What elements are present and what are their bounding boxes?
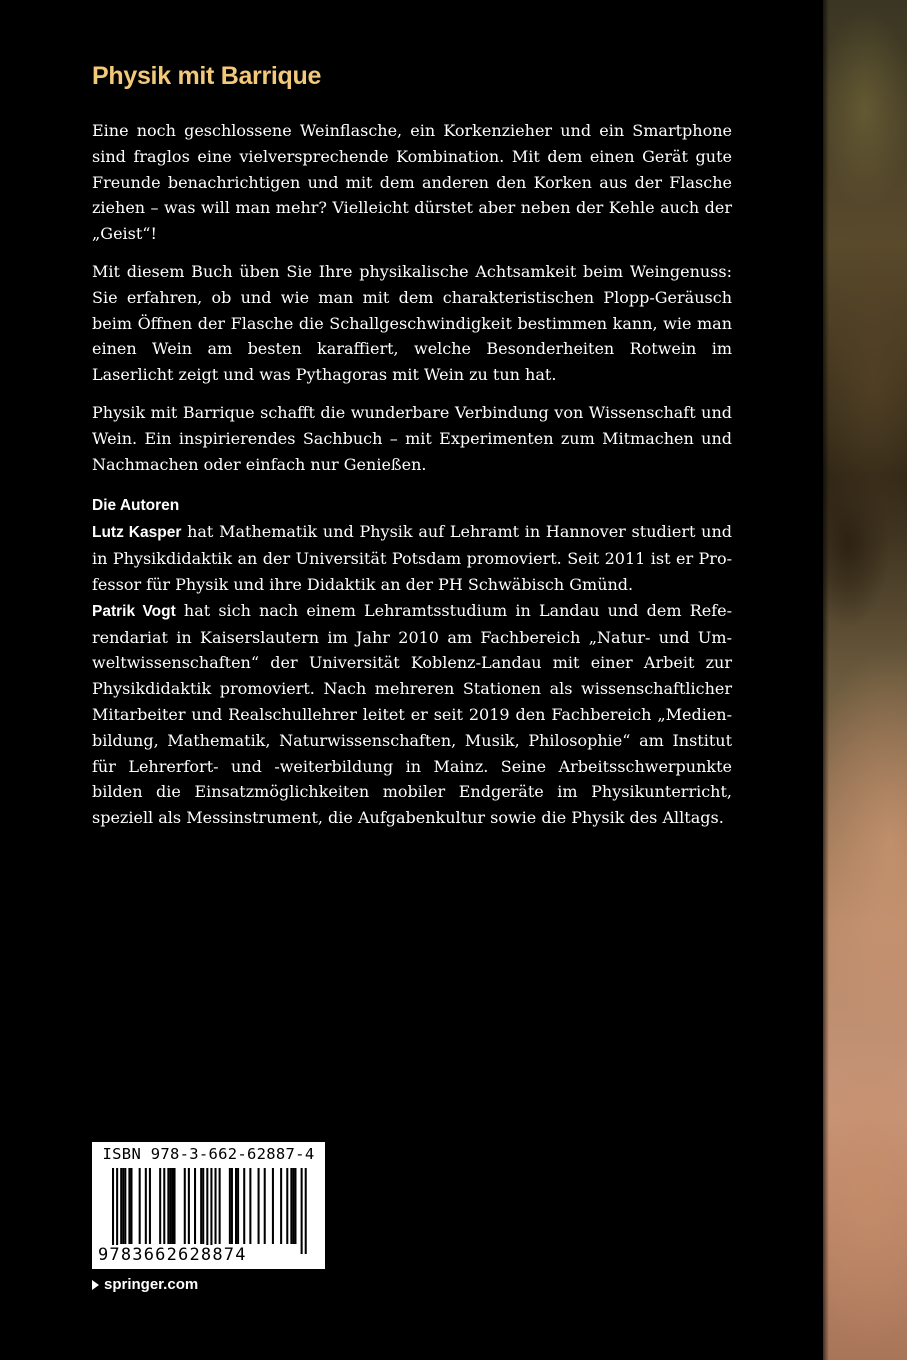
author-bio-vogt [92, 598, 732, 831]
barcode-bar [229, 1168, 231, 1244]
barcode-guard-bar [305, 1168, 307, 1254]
barcode-bar [120, 1168, 122, 1244]
blurb-content [92, 118, 732, 831]
author-bio-text: hat Mathematik und Physik auf Lehramt in Hannover studiert und in Physikdidaktik an der Universität Potsdam promoviert. Seit 2011 ist er Professor für Physik und ihre Didaktik an der PH Schwäbisch Gmünd. [92, 522, 732, 594]
barcode-guard-bar [206, 1168, 208, 1254]
barcode-bar [188, 1168, 190, 1244]
publisher-link[interactable] [92, 1276, 198, 1293]
barcode-bar [237, 1168, 239, 1244]
barcode-bar [249, 1168, 251, 1244]
barcode-bar [231, 1168, 233, 1244]
blurb-paragraph-3: Physik mit Barrique schafft die wunderbare Verbindung von Wissenschaft und Wein. Ein inspirierendes Sachbuch – mit Experimenten zum Mitmachen und Nachmachen oder einfach nur Genießen. [92, 402, 732, 474]
blurb-paragraph-1: Eine noch geschlossene Weinflasche, ein Korkenzieher und ein Smartphone sind fraglos eine vielversprechende Kombination. Mit dem einen Gerät gute Freunde benachrichtigen und mit dem anderen den Korken aus der Flasche ziehen – was will man mehr? Vielleicht dürstet aber neben der Kehle auch der „Geist“! [92, 121, 732, 244]
barcode-bar [243, 1168, 245, 1244]
author-bio-text: hat sich nach einem Lehramtsstudium in Landau und dem Referendariat in Kaiserslautern im Jahr 2010 am Fachbereich „Natur- und Umweltwissenschaften“ der Universität Koblenz-Landau mit einer Arbeit zur Physikdidaktik promoviert. Nach mehreren Stationen als wissenschaftlicher Mitarbeiter und Realschullehrer leitet er seit 2019 den Fachbereich „Medienbildung, Mathematik, Naturwissenschaften, Musik, Philosophie“ am Institut für Lehrerfort- und -weiterbildung in Mainz. Seine Arbeitsschwerpunkte bilden die Einsatzmöglichkeiten mobiler Endgeräte im Physikunterricht, speziell als Messinstrument, die Aufgabenkultur sowie die Physik des Alltags. [92, 600, 733, 828]
barcode-guard-bar [301, 1168, 303, 1254]
barcode-bar [122, 1168, 124, 1244]
barcode-bar [219, 1168, 221, 1244]
barcode-bar [128, 1168, 130, 1244]
barcode-bar [294, 1168, 296, 1244]
barcode-bar [194, 1168, 196, 1244]
author-name: Lutz Kasper [92, 524, 182, 542]
cover-photo-strip [823, 0, 907, 1360]
author-bio-kasper [92, 519, 732, 597]
isbn-barcode [92, 1142, 325, 1269]
barcode-bar [159, 1168, 161, 1244]
barcode-bar [264, 1168, 266, 1244]
barcode-bar [200, 1168, 202, 1244]
barcode-bar [258, 1168, 260, 1244]
barcode-bar [215, 1168, 217, 1244]
barcode-bar [139, 1168, 141, 1244]
arrow-right-icon [92, 1280, 99, 1290]
barcode-bar [174, 1168, 176, 1244]
barcode-bar [163, 1168, 165, 1244]
ean-digits: 9783662628874 [98, 1245, 247, 1265]
blurb-paragraph-2: Mit diesem Buch üben Sie Ihre physikalische Achtsamkeit beim Weingenuss: Sie erfahren, ob und wie man mit dem charakteristischen Plopp-Geräusch beim Öffnen der Flasche die Schallgeschwindigkeit bestimmen kann, wie man einen Wein am besten karaffiert, welche Besonderheiten Rotwein im Laserlicht zeigt und was Pythagoras mit Wein zu tun hat. [92, 261, 732, 385]
barcode-bar [280, 1168, 282, 1244]
barcode-bar [184, 1168, 186, 1244]
barcode-bar [167, 1168, 169, 1244]
barcode-bar [235, 1168, 237, 1244]
barcode-bar [124, 1168, 126, 1244]
barcode-bar [202, 1168, 204, 1244]
barcode-bar [145, 1168, 147, 1244]
barcode-bar [130, 1168, 132, 1244]
publisher-website: springer.com [104, 1276, 199, 1293]
barcode-bar [292, 1168, 294, 1244]
barcode-bar [290, 1168, 292, 1244]
author-name: Patrik Vogt [92, 602, 176, 620]
barcode-bar [171, 1168, 173, 1244]
barcode-bar [272, 1168, 274, 1244]
barcode-guard-bar [116, 1168, 118, 1254]
barcode-bar [149, 1168, 151, 1244]
barcode-bar [286, 1168, 288, 1244]
barcode-guard-bar [210, 1168, 212, 1254]
book-title: Physik mit Barrique [92, 62, 322, 90]
authors-heading: Die Autoren [92, 497, 180, 515]
photo-edge-shadow [823, 0, 829, 1360]
isbn-label: ISBN 978-3-662-62887-4 [102, 1145, 315, 1163]
barcode-bar [169, 1168, 171, 1244]
barcode-guard-bar [112, 1168, 114, 1254]
